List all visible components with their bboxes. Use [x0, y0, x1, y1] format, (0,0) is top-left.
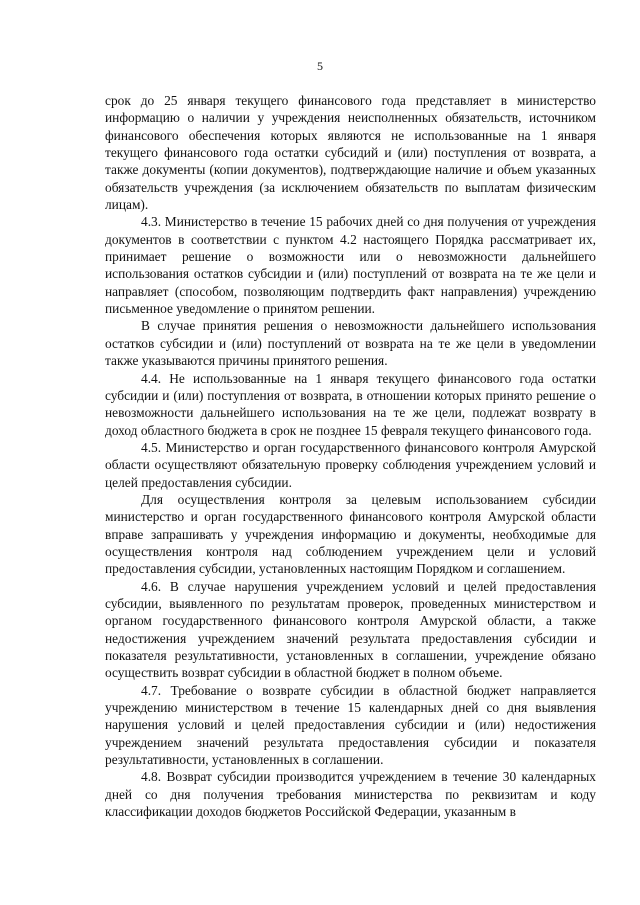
page-number: 5	[317, 59, 323, 73]
document-body	[105, 92, 596, 820]
paragraph-4-3-refusal: В случае принятия решения о невозможности дальнейшего использования остатков субсидии и (или) поступлений от возврата на те же цели в уведомлении также указываются причины принятого решения.	[105, 318, 596, 369]
paragraph-4-5: 4.5. Министерство и орган государственного финансового контроля Амурской области осуществляют обязательную проверку соблюдения учреждением условий и целей предоставления субсидии.	[105, 439, 596, 490]
paragraph-4-3: 4.3. Министерство в течение 15 рабочих дней со дня получения от учреждения документов в соответствии с пунктом 4.2 настоящего Порядка рассматривает их, принимает решение о возможности или о невозможности дальнейшего использования остатков субсидии и (или) поступлений от возврата на те же цели и направляет (способом, позволяющим подтвердить факт направления) учреждению письменное уведомление о принятом решении.	[105, 214, 596, 317]
paragraph-4-5-control: Для осуществления контроля за целевым использованием субсидии министерство и орган государственного финансового контроля Амурской области вправе запрашивать у учреждения информацию и документы, необходимые для осуществления контроля над соблюдением учреждением цели и условий предоставления субсидии, установленных настоящим Порядком и соглашением.	[105, 491, 596, 577]
paragraph-4-8: 4.8. Возврат субсидии производится учреждением в течение 30 календарных дней со дня получения требования министерства по реквизитам и коду классификации доходов бюджетов Российской Федерации, указанным в	[105, 769, 596, 820]
paragraph-4-7: 4.7. Требование о возврате субсидии в областной бюджет направляется учреждению министерством в течение 15 календарных дней со дня выявления нарушения условий и целей предоставления субсидии и (или) недостижения учреждением значений результата предоставления субсидии и показателя результативности, установленных в соглашении.	[105, 682, 596, 768]
paragraph-4-6: 4.6. В случае нарушения учреждением условий и целей предоставления субсидии, выявленного по результатам проверок, проведенных министерством и органом государственного финансового контроля Амурской области, а также недостижения учреждением значений результата предоставления субсидии и показателя результативности, установленных в соглашении, учреждение обязано осуществить возврат субсидии в областной бюджет в полном объеме.	[105, 578, 596, 681]
paragraph-continuation: срок до 25 января текущего финансового года представляет в министерство информацию о наличии у учреждения неисполненных обязательств, источником финансового обеспечения которых являются не использованные на 1 января текущего финансового года остатки субсидий и (или) поступления от возврата, а также документы (копии документов), подтверждающие наличие и объем указанных обязательств учреждения (за исключением обязательств по выплатам физическим лицам).	[105, 93, 596, 213]
paragraph-4-4: 4.4. Не использованные на 1 января текущего финансового года остатки субсидии и (или) поступления от возврата, в отношении которых принято решение о невозможности дальнейшего использования на те же цели, подлежат возврату в доход областного бюджета в срок не позднее 15 февраля текущего финансового года.	[105, 370, 596, 438]
